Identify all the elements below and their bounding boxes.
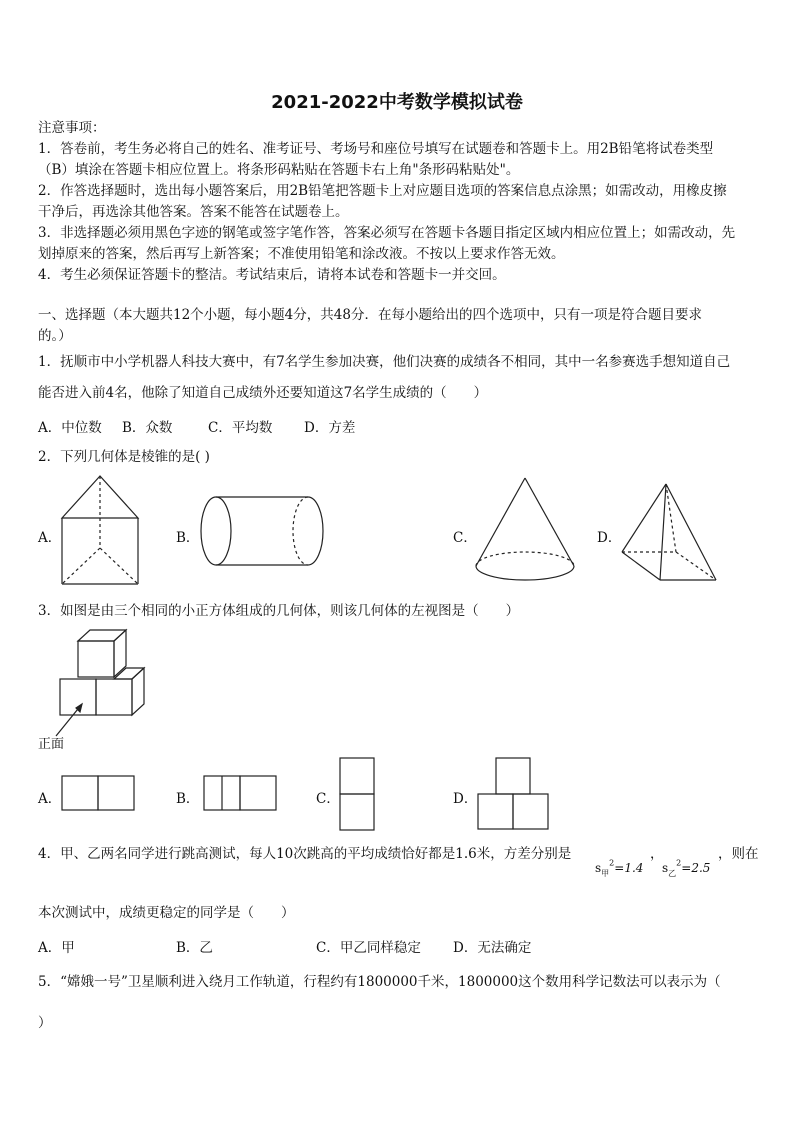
notice-heading: 注意事项： — [38, 120, 106, 136]
question-5-stem-cont: ） — [38, 1015, 52, 1031]
q4-option-a: A．甲 — [38, 940, 75, 956]
question-5-stem: 5．“嫦娥一号”卫星顺利进入绕月工作轨道，行程约有1800000千米，1800000这个数用科学记数法可以表示为（ — [38, 974, 721, 990]
notice-line: 3．非选择题必须用黑色字迹的钢笔或签字笔作答，答案必须写在答题卡各题目指定区域内相应位置上；如需改动，先 — [38, 225, 736, 241]
question-3-stem: 3．如图是由三个相同的小正方体组成的几何体，则该几何体的左视图是（ ） — [38, 603, 520, 619]
question-1-stem: 1．抚顺市中小学机器人科技大赛中，有7名学生参加决赛，他们决赛的成绩各不相同，其中一名参赛选手想知道自己 — [38, 354, 731, 370]
question-4-stem-cont: 本次测试中，成绩更稳定的同学是（ ） — [38, 905, 295, 921]
notice-line: 1．答卷前，考生务必将自己的姓名、准考证号、考场号和座位号填写在试题卷和答题卡上。用2B铅笔将试卷类型 — [38, 141, 714, 157]
q1-option-c: C．平均数 — [208, 420, 273, 436]
q3-label-c: C． — [316, 791, 340, 807]
q4-option-b: B．乙 — [176, 940, 213, 956]
section-heading-cont: 的。） — [38, 328, 72, 344]
q1-option-a: A．中位数 — [38, 420, 102, 436]
page-title: 2021-2022中考数学模拟试卷 — [271, 92, 523, 113]
q1-option-d: D．方差 — [304, 420, 356, 436]
q4-option-d: D．无法确定 — [453, 940, 532, 956]
variance-jia: $s_甲^2=1.4$ — [595, 858, 644, 879]
question-4-stem: 4．甲、乙两名同学进行跳高测试，每人10次跳高的平均成绩恰好都是1.6米，方差分别是 — [38, 846, 572, 862]
notice-line: 4．考生必须保证答题卡的整洁。考试结束后，请将本试卷和答题卡一并交回。 — [38, 267, 506, 283]
front-view-label: 正面 — [38, 737, 65, 752]
q4-tail: ，则在 — [718, 846, 759, 862]
question-2-stem: 2．下列几何体是棱锥的是( ) — [38, 449, 210, 465]
notice-line: （B）填涂在答题卡相应位置上。将条形码粘贴在答题卡右上角"条形码粘贴处"。 — [38, 162, 520, 178]
q2-label-b: B． — [176, 530, 200, 546]
q2-label-c: C． — [453, 530, 477, 546]
q3-label-a: A． — [38, 791, 62, 807]
notice-line: 干净后，再选涂其他答案。答案不能答在试题卷上。 — [38, 204, 349, 220]
notice-line: 划掉原来的答案，然后再写上新答案；不准使用铅笔和涂改液。不按以上要求作答无效。 — [38, 246, 565, 262]
question-1-stem-cont: 能否进入前4名，他除了知道自己成绩外还要知道这7名学生成绩的（ ） — [38, 385, 488, 401]
variance-yi: $s_乙^2=2.5$ — [662, 858, 711, 879]
q2-label-d: D． — [597, 530, 622, 546]
q1-option-b: B．众数 — [122, 420, 173, 436]
q4-comma: ， — [650, 846, 664, 862]
section-heading: 一、选择题（本大题共12个小题，每小题4分，共48分．在每小题给出的四个选项中，只有一项是符合题目要求 — [38, 307, 702, 323]
notice-line: 2．作答选择题时，选出每小题答案后，用2B铅笔把答题卡上对应题目选项的答案信息点涂黑；如需改动，用橡皮擦 — [38, 183, 727, 199]
q3-label-b: B． — [176, 791, 200, 807]
q2-label-a: A． — [38, 530, 62, 546]
q3-label-d: D． — [453, 791, 478, 807]
q4-option-c: C．甲乙同样稳定 — [316, 940, 421, 956]
